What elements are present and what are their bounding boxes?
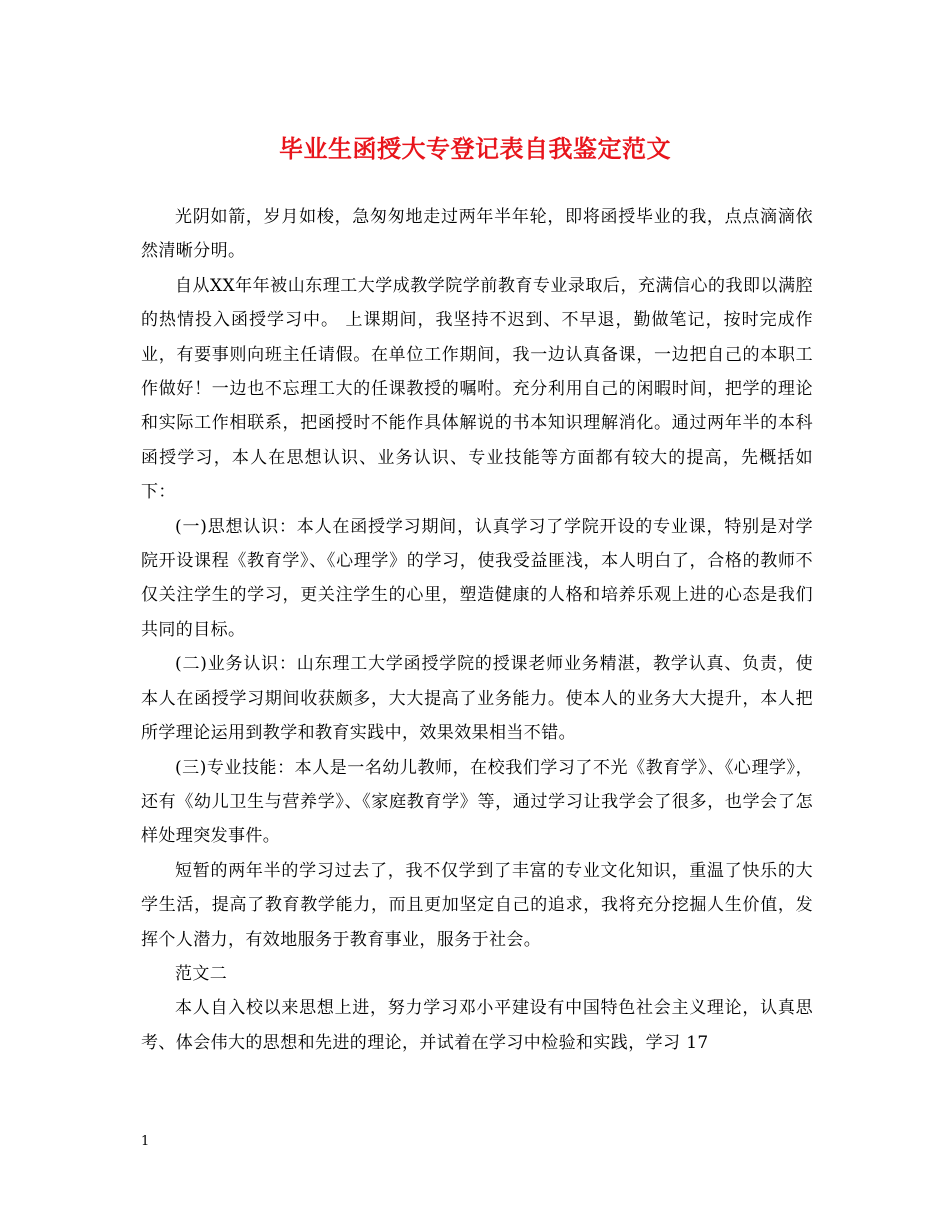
paragraph-intro: 光阴如箭，岁月如梭，急匆匆地走过两年半年轮，即将函授毕业的我，点点滴滴依然清晰分明。 xyxy=(141,207,813,262)
paragraph-conclusion: 短暂的两年半的学习过去了，我不仅学到了丰富的专业文化知识，重温了快乐的大学生活，提高了教育教学能力，而且更加坚定自己的追求，我将充分挖掘人生价值，发挥个人潜力，有效地服务于教育事业，服务于社会。 xyxy=(141,860,813,950)
paragraph-business: (二)业务认识：山东理工大学函授学院的授课老师业务精湛，教学认真、负责，使本人在函授学习期间收获颇多，大大提高了业务能力。使本人的业务大大提升，本人把所学理论运用到教学和教育实践中，效果效果相当不错。 xyxy=(141,654,813,744)
paragraph-ideology: (一)思想认识：本人在函授学习期间，认真学习了学院开设的专业课，特别是对学院开设课程《教育学》、《心理学》的学习，使我受益匪浅，本人明白了，合格的教师不仅关注学生的学习，更关注学生的心里，塑造健康的人格和培养乐观上进的心态是我们共同的目标。 xyxy=(141,516,813,640)
paragraph-study-overview: 自从XX年年被山东理工大学成教学院学前教育专业录取后，充满信心的我即以满腔的热情投入函授学习中。 上课期间，我坚持不迟到、不早退，勤做笔记，按时完成作业，有要事则向班主任请假。在单位工作期间，我一边认真备课，一边把自己的本职工作做好！一边也不忘理工大的任课教授的嘱咐。充分利用自己的闲暇时间，把学的理论和实际工作相联系，把函授时不能作具体解说的书本知识理解消化。通过两年半的本科函授学习，本人在思想认识、业务认识、专业技能等方面都有较大的提高，先概括如下： xyxy=(141,275,813,503)
document-title: 毕业生函授大专登记表自我鉴定范文 xyxy=(279,134,671,163)
paragraph-sample-two: 本人自入校以来思想上进，努力学习邓小平建设有中国特色社会主义理论，认真思考、体会伟大的思想和先进的理论，并试着在学习中检验和实践，学习 17 xyxy=(141,998,813,1053)
paragraph-skills: (三)专业技能：本人是一名幼儿教师，在校我们学习了不光《教育学》、《心理学》，还有《幼儿卫生与营养学》、《家庭教育学》等，通过学习让我学会了很多，也学会了怎样处理突发事件。 xyxy=(141,757,813,847)
paragraph-sample-two-heading: 范文二 xyxy=(175,963,228,984)
page-number: 1 xyxy=(141,1134,150,1149)
document-body xyxy=(141,200,813,1060)
